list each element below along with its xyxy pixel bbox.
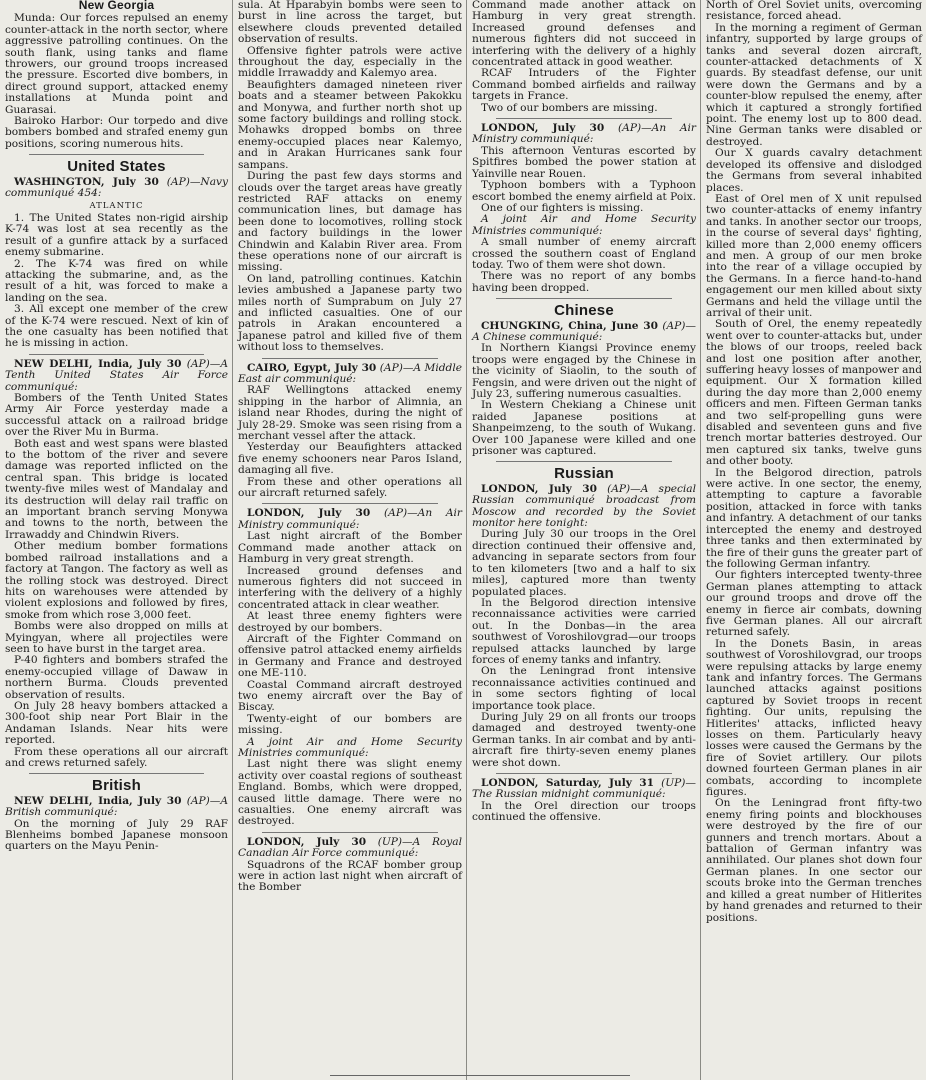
dateline-place: LONDON, July 30 [481, 122, 605, 135]
paragraph: During July 29 on all fronts our troops damaged and destroyed twenty-one German tanks. In air combat and by anti-aircraft fire thirty-seven enemy planes were shot down. [472, 710, 696, 769]
italic-subhead [238, 737, 462, 760]
dateline-place: CAIRO, Egypt, July 30 [247, 361, 377, 374]
divider [496, 298, 672, 299]
paragraph: East of Orel men of X unit repulsed two counter-attacks of enemy infantry and tanks. In another sector our troops, in the course of several days' fighting, killed more than 2,000 enemy officers and men. A group of our men broke into the rear of a village occupied by the Germans. In a fierce hand-to-hand engagement our men killed about sixty Germans and held the village until the arrival of their unit. [706, 192, 922, 319]
paragraph: During July 30 our troops in the Orel direction continued their offensive and, advancing in separate sectors from four to ten kilometers [two and a half to six miles], captured more than twenty populated places. [472, 528, 696, 598]
section-heading-united-states: United States [67, 158, 166, 176]
paragraph: P-40 fighters and bombers strafed the enemy-occupied village of Dawaw in northern Burma. Clouds prevented observation of results. [5, 654, 228, 701]
dateline [238, 508, 462, 531]
section-heading-british: British [92, 777, 141, 795]
paragraph: RCAF Intruders of the Fighter Command bombed airfields and railway targets in France. [472, 67, 696, 103]
paragraph: In Western Chekiang a Chinese unit raided Japanese positions at Shanpeimzeng, to the south of Wukang. Over 100 Japanese were killed and one prisoner was captured. [472, 399, 696, 458]
divider [262, 503, 438, 504]
paragraph: One of our fighters is missing. [481, 201, 644, 214]
column-4 [701, 0, 926, 1080]
paragraph: At least three enemy fighters were destroyed by our bombers. [238, 610, 462, 634]
paragraph: Increased ground defenses and numerous fighters did not succeed in interfering with the delivery of a highly concentrated attack in clear weather. [238, 564, 462, 611]
dateline-place: LONDON, Saturday, July 31 [481, 777, 655, 789]
divider [496, 461, 672, 462]
section-heading-chinese: Chinese [554, 302, 614, 320]
bottom-divider [330, 1075, 630, 1076]
paragraph: Two of our bombers are missing. [481, 101, 658, 114]
divider [262, 358, 438, 359]
paragraph: Bairoko Harbor: Our torpedo and dive bombers bombed and strafed enemy gun positions, scoring numerous hits. [5, 115, 228, 150]
dateline [5, 796, 228, 819]
paragraph: In Northern Kiangsi Province enemy troops were engaged by the Chinese in the vicinity of Siaolin, to the south of Fengsin, and were driven out the night of July 23, suffering numerous casualties. [472, 342, 696, 400]
paragraph: Beaufighters damaged nineteen river boats and a steamer between Pakokku and Monywa, and further north shot up some factory buildings and rolling stock. Mohawks dropped bombs on three enemy-occupied places near Kalemyo, and in Arakan Hurricanes sank four sampans. [238, 78, 462, 171]
dateline [238, 363, 462, 386]
dateline [472, 484, 696, 530]
dateline-source: (AP)—A special Russian communiqué broadcast from Moscow and recorded by the Soviet monitor here tonight: [472, 482, 697, 530]
paragraph: Our X guards cavalry detachment developed its offensive and dislodged the Germans from several inhabited places. [706, 147, 922, 194]
paragraph: Coastal Command aircraft destroyed two enemy aircraft over the Bay of Biscay. [238, 678, 462, 714]
paragraph: Munda: Our forces repulsed an enemy counter-attack in the north sector, where aggressive patrolling continues. On the south flank, using tanks and flame throwers, our ground troops increased the pressure. Escorted dive bombers, in direct ground support, attacked enemy installations at Munda point and Guarasai. [5, 12, 228, 116]
paragraph: On land, patrolling continues. Katchin levies ambushed a Japanese party two miles north of Sumprabum on July 27 and inflicted casualties. One of our patrols in Arakan encountered a Japanese patrol and killed five of them without loss to themselves. [238, 272, 462, 354]
dateline [238, 837, 462, 860]
divider [29, 154, 204, 155]
paragraph: Bombs were also dropped on mills at Myingyan, where all projectiles were seen to have burst in the target area. [5, 620, 228, 655]
dateline-place: NEW DELHI, India, July 30 [14, 357, 182, 370]
paragraph: On July 28 heavy bombers attacked a 300-foot ship near Port Blair in the Andaman Islands. Near hits were reported. [5, 699, 228, 747]
paragraph: Last night aircraft of the Bomber Command made another attack on Hamburg in very great strength. [238, 530, 462, 566]
dateline-source: (AP)—A Chinese communiqué: [472, 319, 696, 343]
paragraph: On the Leningrad front intensive reconnaissance activities continued and in some sectors fighting of local importance took place. [472, 665, 696, 712]
column-1 [0, 0, 232, 1080]
paragraph: Squadrons of the RCAF bomber group were in action last night when aircraft of the Bomber [238, 858, 462, 894]
divider [496, 773, 672, 774]
paragraph: Last night there was slight enemy activity over coastal regions of southeast England. Bombs, which were dropped, caused little damage. There were no casualties. One enemy aircraft was destroyed. [238, 758, 462, 828]
dateline-source: (UP)—A Royal Canadian Air Force communiqué: [238, 835, 463, 860]
paragraph: Other medium bomber formations bombed railroad installations and a factory at Tangon. The factory as well as the rolling stock was destroyed. Direct hits on warehouses were attended by violent explosions and followed by fires, smoke from which rose 3,000 feet. [5, 540, 228, 621]
paragraph: Our fighters intercepted twenty-three German planes attempting to attack our ground troops and drove off the enemy in fierce air combats, downing five German planes. All our aircraft returned safely. [706, 569, 922, 639]
paragraph: North of Orel Soviet units, overcoming resistance, forced ahead. [706, 0, 922, 23]
dateline-place: NEW DELHI, India, July 30 [14, 794, 182, 807]
paragraph: Aircraft of the Fighter Command on offensive patrol attacked enemy airfields in Germany and France and destroyed one ME-110. [238, 632, 462, 680]
dateline-place: LONDON, July 30 [481, 482, 597, 495]
joint-communique-heading: A joint Air and Home Security Ministries communiqué: [238, 735, 462, 759]
dateline-source: (AP)—A Middle East air communiqué: [238, 361, 462, 385]
paragraph: On the morning of July 29 RAF Blenheims bombed Japanese monsoon quarters on the Mayu Penin- [5, 817, 228, 853]
dateline-source: (AP)—An Air Ministry communiqué: [238, 507, 462, 531]
dateline-source: (AP)—A Tenth United States Air Force communiqué: [5, 357, 228, 393]
column-2 [233, 0, 466, 1080]
paragraph: A small number of enemy aircraft crossed the southern coast of England today. Two of them were shot down. [472, 236, 696, 271]
dateline [5, 177, 228, 200]
italic-subhead [472, 214, 696, 237]
paragraph: On the Leningrad front fifty-two enemy firing points and blockhouses were destroyed by the fire of our gunners and trench mortars. About a battalion of German infantry was annihilated. Our planes shot down four German planes. In one sector our scouts broke into the German trenches and killed a great number of Hitlerites by hand grenades and returned to their positions. [706, 797, 922, 924]
paragraph: Offensive fighter patrols were active throughout the day, especially in the middle Irrawaddy and Kalemyo area. [238, 44, 462, 80]
column-3 [467, 0, 700, 1080]
paragraph: Typhoon bombers with a Typhoon escort bombed the enemy airfield at Poix. [472, 179, 696, 203]
dateline-place: WASHINGTON, July 30 [14, 175, 159, 188]
paragraph: RAF Wellingtons attacked enemy shipping in the harbor of Alimnia, an island near Rhodes, during the night of July 28-29. Smoke was seen rising from a merchant vessel after the attack. [238, 384, 462, 443]
paragraph: In the Orel direction our troops continued the offensive. [472, 799, 696, 824]
paragraph: In the Belgorod direction, patrols were active. In one sector, the enemy, attempting to capture a favorable position, attacked in force with tanks and infantry. A detachment of our tanks intercepted the enemy and destroyed three tanks and then exterminated by the fire of their guns the greater part of the following German infantry. [706, 466, 922, 570]
dateline-place: LONDON, July 30 [247, 507, 371, 520]
dateline [5, 359, 228, 393]
section-heading-new-georgia: New Georgia [78, 0, 155, 12]
paragraph: During the past few days storms and clouds over the target areas have greatly restricted RAF attacks on enemy communication lines, but damage has been done to locomotives, rolling stock and factory buildings in the lower Chindwin and Kalabin River area. From these operations none of our aircraft is missing. [238, 170, 462, 274]
paragraph: sula. At Hparabyin bombs were seen to burst in line across the target, but elsewhere clouds prevented detailed observation of results. [238, 0, 462, 46]
dateline [472, 321, 696, 344]
dateline [472, 123, 696, 146]
dateline [472, 778, 696, 801]
paragraph: From these operations all our aircraft and crews returned safely. [5, 745, 228, 769]
dateline-source: (AP)—A British communiqué: [5, 794, 228, 819]
subheading-atlantic: ATLANTIC [89, 200, 144, 211]
paragraph: This afternoon Venturas escorted by Spitfires bombed the power station at Yainville near Rouen. [472, 144, 696, 180]
paragraph: 3. All except one member of the crew of the K-74 were rescued. Next of kin of the one casualty has been notified that he is missing in action. [5, 303, 228, 350]
paragraph: Yesterday our Beaufighters attacked five enemy schooners near Paros Island, damaging all five. [238, 441, 462, 477]
dateline-source: (AP)—Navy communiqué 454: [5, 175, 228, 200]
dateline-place: CHUNGKING, China, June 30 [481, 319, 658, 332]
paragraph: There was no report of any bombs having been dropped. [472, 270, 696, 294]
paragraph: Both east and west spans were blasted to the bottom of the river and severe damage was reported inflicted on the central span. This bridge is located twenty-five miles west of Mandalay and its destruction will delay rail traffic on an important branch serving Monywa and towns to the north, between the Irrawaddy and Chindwin Rivers. [5, 437, 228, 541]
paragraph: In the Belgorod direction intensive reconnaissance activities were carried out. In the Donbas—in the area southwest of Voroshilovgrad—our troops repulsed attacks launched by large forces of enemy tanks and infantry. [472, 596, 696, 666]
paragraph: From these and other operations all our aircraft returned safely. [238, 475, 462, 500]
divider [29, 354, 204, 355]
paragraph: Twenty-eight of our bombers are missing. [238, 712, 462, 737]
paragraph: South of Orel, the enemy repeatedly went over to counter-attacks but, under the blows of our troops, reeled back and lost one position after another, suffering heavy losses of manpower and equipment. Our X formation killed during the day more than 2,000 enemy officers and men. Fifteen German tanks and two self-propelling guns were disabled and seventeen guns and five trench mortar batteries destroyed. Our men captured six tanks, twelve guns and other booty. [706, 318, 922, 468]
divider [496, 118, 672, 119]
dateline-source: (UP)—The Russian midnight communiqué: [472, 777, 696, 801]
divider [262, 832, 438, 833]
paragraph: In the morning a regiment of German infantry, supported by large groups of tanks and several dozen aircraft, counter-attacked detachments of X guards. By steadfast defense, our unit were down the Germans and by a counter-blow repulsed the enemy, after which it captured a strongly fortified point. The enemy lost up to 800 dead. Nine German tanks were disabled or destroyed. [706, 21, 922, 148]
paragraph: Command made another attack on Hamburg in very great strength. Increased ground defenses and numerous fighters did not succeed in interfering with the delivery of a highly concentrated attack in good weather. [472, 0, 696, 69]
paragraph: Bombers of the Tenth United States Army Air Force yesterday made a successful attack on a railroad bridge over the River Mu in Burma. [5, 392, 228, 439]
dateline-source: (AP)—An Air Ministry communiqué: [472, 122, 696, 146]
divider [29, 773, 204, 774]
section-heading-russian: Russian [554, 465, 614, 483]
paragraph: In the Donets Basin, in areas southwest of Voroshilovgrad, our troops were repulsing attacks by large enemy tank and infantry forces. The Germans launched attacks against positions captured by Soviet troops in recent fighting. Our units, repulsing the Hitlerites' attacks, inflicted heavy losses on them. Particularly heavy losses were caused the Germans by the fire of Soviet artillery. Our pilots downed fourteen German planes in air combats, according to incomplete figures. [706, 637, 922, 799]
dateline-place: LONDON, July 30 [247, 835, 367, 848]
joint-communique-heading: A joint Air and Home Security Ministries communiqué: [472, 213, 696, 237]
paragraph: 2. The K-74 was fired on while attacking the submarine, and, as the result of a hit, was forced to make a landing on the sea. [5, 257, 228, 304]
paragraph: 1. The United States non-rigid airship K-74 was lost at sea recently as the result of a gunfire attack by a surfaced enemy submarine. [5, 211, 228, 259]
